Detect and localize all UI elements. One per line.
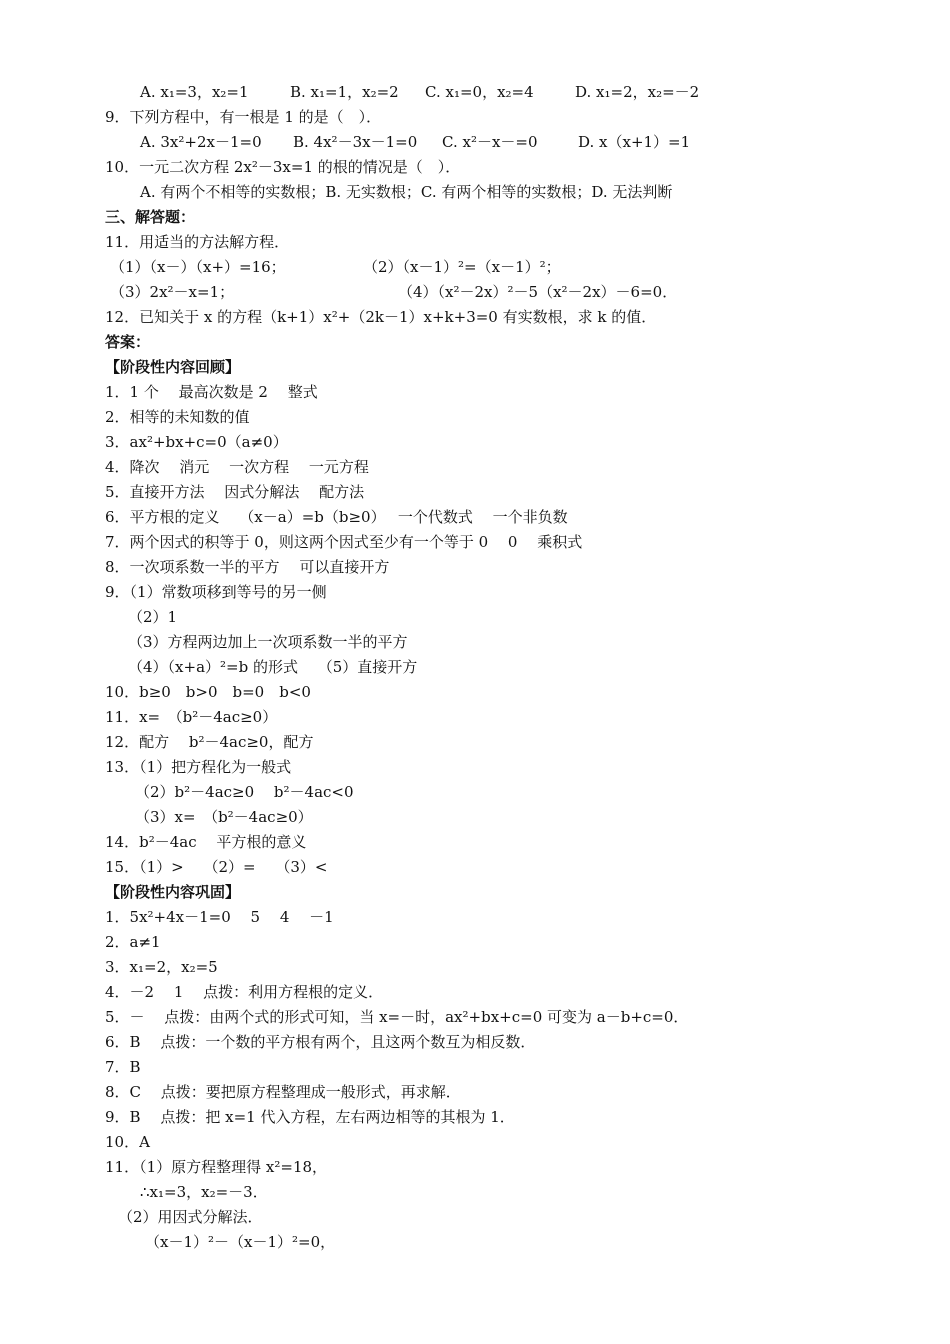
review-answer: 14．b²－4ac 平方根的意义 [105,833,307,851]
review-answer: 13．（1）把方程化为一般式 [105,758,292,776]
review-answer: 5．直接开方法 因式分解法 配方法 [105,483,365,501]
review-answer: 7．两个因式的积等于 0，则这两个因式至少有一个等于 0 0 乘积式 [105,533,583,551]
consolidate-answer: 4．－2 1 点拨：利用方程根的定义． [105,983,384,1001]
question-11: 11．用适当的方法解方程． [105,233,290,251]
q8-option-a: A. x₁=3，x₂=1 [140,83,249,101]
question-12: 12．已知关于 x 的方程（k+1）x²+（2k－1）x+k+3=0 有实数根，求 k 的值． [105,308,657,326]
consolidate-answer: 8．C 点拨：要把原方程整理成一般形式，再求解． [105,1083,461,1101]
q8-option-d: D. x₁=2，x₂=－2 [575,83,700,101]
review-answer: （2）b²－4ac≥0 b²－4ac<0 [135,783,354,801]
consolidate-answer: 3．x₁=2，x₂=5 [105,958,218,976]
review-answer: （3）方程两边加上一次项系数一半的平方 [128,633,408,651]
q9-option-d: D. x（x+1）=1 [578,133,691,151]
consolidate-answer: 6．B 点拨：一个数的平方根有两个，且这两个数互为相反数． [105,1033,536,1051]
q11-part-4: （4）（x²－2x）²－5（x²－2x）－6=0． [398,283,678,301]
review-section-title: 【阶段性内容回顾】 [105,358,241,376]
review-answer: 2．相等的未知数的值 [105,408,250,426]
review-answer: 11．x= （b²－4ac≥0） [105,708,278,726]
q8-option-b: B. x₁=1，x₂=2 [290,83,399,101]
consolidate-answer: 1．5x²+4x－1=0 5 4 －1 [105,908,334,926]
q9-option-b: B. 4x²－3x－1=0 [293,133,418,151]
q10-options: A. 有两个不相等的实数根；B. 无实数根；C. 有两个相等的实数根；D. 无法判断 [140,183,673,201]
review-answer: 4．降次 消元 一次方程 一元方程 [105,458,369,476]
question-9: 9．下列方程中，有一根是 1 的是（ ）． [105,108,382,126]
review-answer: 8．一次项系数一半的平方 可以直接开方 [105,558,390,576]
consolidate-answer: （x－1）²－（x－1）²=0， [145,1233,336,1251]
q9-option-a: A. 3x²+2x－1=0 [140,133,262,151]
consolidate-answer: 5．－ 点拨：由两个式的形式可知，当 x=－时，ax²+bx+c=0 可变为 a－b+c=0． [105,1008,689,1026]
review-answer: 9．（1）常数项移到等号的另一侧 [105,583,327,601]
q8-option-c: C. x₁=0，x₂=4 [425,83,534,101]
review-answer: 10．b≥0 b>0 b=0 b<0 [105,683,311,701]
review-answer: 3．ax²+bx+c=0（a≠0） [105,433,288,451]
consolidate-answer: 2．a≠1 [105,933,161,951]
consolidate-answer: （2）用因式分解法． [118,1208,263,1226]
consolidate-answer: ∴x₁=3，x₂=－3． [140,1183,268,1201]
consolidate-answer: 7．B [105,1058,141,1076]
consolidate-answer: 10．A [105,1133,150,1151]
q11-part-1: （1）（x－）（x+）=16； [110,258,286,276]
consolidate-answer: 11．（1）原方程整理得 x²=18， [105,1158,328,1176]
review-answer: （3）x= （b²－4ac≥0） [135,808,313,826]
review-answer: （4）（x+a）²=b 的形式 （5）直接开方 [128,658,418,676]
consolidate-answer: 9．B 点拨：把 x=1 代入方程，左右两边相等的其根为 1． [105,1108,515,1126]
review-answer: 6．平方根的定义 （x－a）=b（b≥0） 一个代数式 一个非负数 [105,508,568,526]
review-answer: 1．1 个 最高次数是 2 整式 [105,383,318,401]
review-answer: 12．配方 b²－4ac≥0，配方 [105,733,314,751]
q11-part-2: （2）（x－1）²=（x－1）²； [363,258,561,276]
review-answer: （2）1 [128,608,178,626]
consolidate-section-title: 【阶段性内容巩固】 [105,883,241,901]
question-10: 10．一元二次方程 2x²－3x=1 的根的情况是（ ）． [105,158,461,176]
review-answer: 15．（1）> （2）= （3）< [105,858,328,876]
answers-title: 答案： [105,333,151,351]
section-3-title: 三、解答题： [105,208,196,226]
q11-part-3: （3）2x²－x=1； [110,283,235,301]
q9-option-c: C. x²－x－=0 [442,133,538,151]
